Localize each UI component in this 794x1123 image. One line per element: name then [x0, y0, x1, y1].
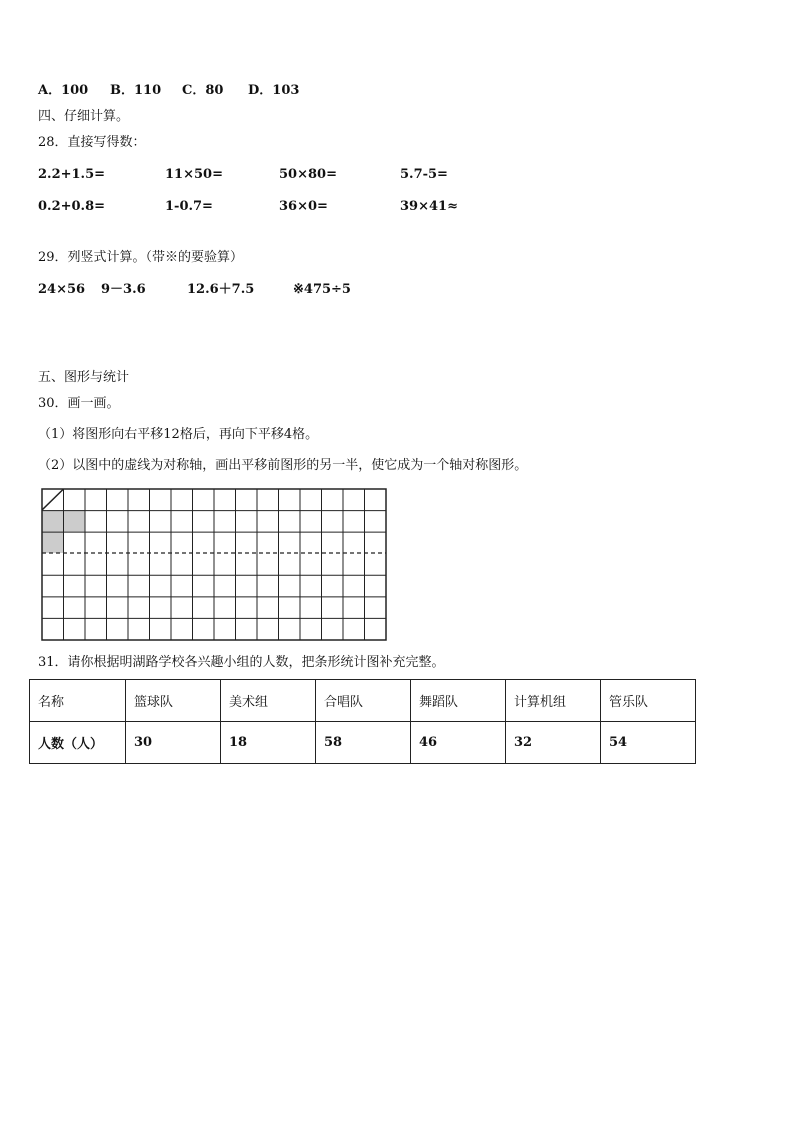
q28-title: 28．直接写得数： — [38, 135, 146, 150]
table-cell: 管乐队 — [601, 680, 696, 722]
q31-title: 31．请你根据明湖路学校各兴趣小组的人数，把条形统计图补充完整。 — [38, 655, 445, 670]
q30-part1: （1）将图形向右平移12格后，再向下平移4格。 — [38, 427, 319, 442]
section5-heading: 五、图形与统计 — [38, 370, 130, 385]
q30-part2: （2）以图中的虚线为对称轴，画出平移前图形的另一半，使它成为一个轴对称图形。 — [38, 458, 528, 473]
table-cell: 30 — [126, 722, 221, 764]
table-cell: 篮球队 — [126, 680, 221, 722]
q30-title: 30．画一画。 — [38, 396, 120, 411]
option-a: A．100 — [38, 83, 89, 98]
table-value-row — [30, 722, 696, 764]
q28-item: 11×50= — [165, 167, 223, 182]
q29-item: 9－3.6 — [101, 282, 146, 297]
option-c: C．80 — [182, 83, 224, 98]
q29-item: 24×56 — [38, 282, 86, 297]
table-cell: 58 — [316, 722, 411, 764]
table-cell: 人数（人） — [30, 722, 126, 764]
q28-item: 50×80= — [279, 167, 337, 182]
q29-item: 12.6＋7.5 — [187, 282, 255, 297]
interest-group-table — [29, 679, 696, 764]
shaded-cell — [42, 510, 64, 532]
table-cell: 18 — [221, 722, 316, 764]
q28-item: 36×0= — [279, 199, 328, 214]
diagonal-line — [42, 489, 64, 510]
table-cell: 名称 — [30, 680, 126, 722]
q28-item: 1-0.7= — [165, 199, 213, 214]
grid-lines — [42, 489, 386, 640]
table-cell: 合唱队 — [316, 680, 411, 722]
section4-heading: 四、仔细计算。 — [38, 109, 130, 124]
shaded-cell — [64, 510, 86, 532]
table-cell: 54 — [601, 722, 696, 764]
option-b: B．110 — [110, 83, 162, 98]
q29-item: ※475÷5 — [293, 282, 351, 297]
table-header-row — [30, 680, 696, 722]
q28-item: 0.2+0.8= — [38, 199, 106, 214]
table-cell: 46 — [411, 722, 506, 764]
table-cell: 美术组 — [221, 680, 316, 722]
table-cell: 计算机组 — [506, 680, 601, 722]
table-cell: 舞蹈队 — [411, 680, 506, 722]
q29-title: 29．列竖式计算。（带※的要验算） — [38, 250, 244, 265]
q28-item: 2.2+1.5= — [38, 167, 106, 182]
translation-grid — [41, 488, 389, 642]
q28-item: 39×41≈ — [400, 199, 458, 214]
table-cell: 32 — [506, 722, 601, 764]
q28-item: 5.7-5= — [400, 167, 448, 182]
shaded-cell — [42, 532, 64, 554]
option-d: D．103 — [248, 83, 300, 98]
